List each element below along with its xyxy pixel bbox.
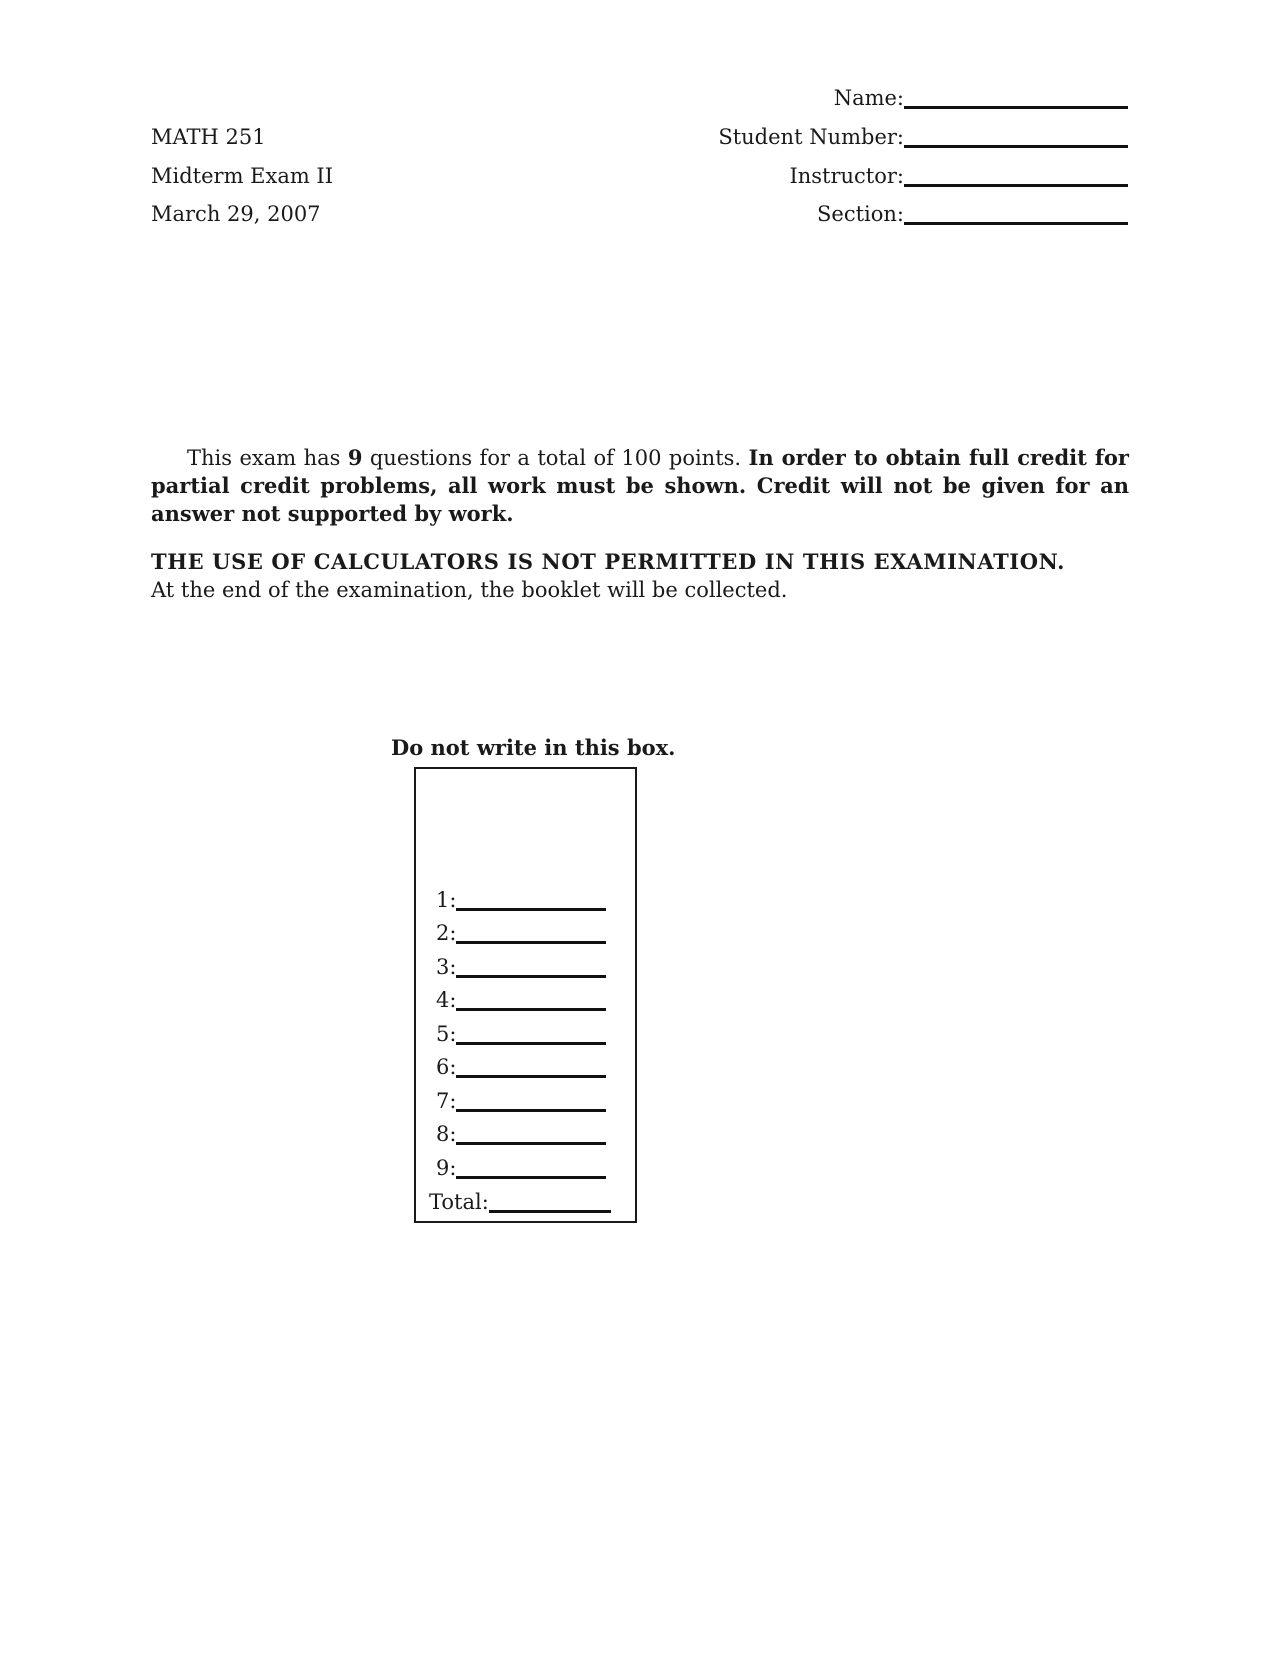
score-blank-5 — [456, 1042, 606, 1045]
score-row-5 — [436, 1021, 606, 1047]
instructions-points: questions for a total of 100 points. — [362, 446, 749, 470]
instructions-intro: This exam has — [187, 446, 348, 470]
score-label-1: 1: — [436, 888, 457, 912]
score-label-4: 4: — [436, 988, 457, 1012]
name-blank[interactable] — [904, 106, 1128, 109]
name-label: Name: — [833, 86, 904, 110]
student-number-blank[interactable] — [904, 145, 1128, 148]
score-row-2 — [436, 920, 606, 946]
section-field[interactable] — [817, 201, 1128, 227]
collection-note: At the end of the examination, the booklet will be collected. — [151, 578, 788, 602]
score-blank-total — [489, 1210, 611, 1213]
score-row-total — [429, 1189, 611, 1215]
score-row-6 — [436, 1054, 606, 1080]
score-label-total: Total: — [429, 1190, 489, 1214]
score-box-caption: Do not write in this box. — [391, 735, 676, 760]
student-number-field[interactable] — [718, 124, 1128, 150]
score-label-8: 8: — [436, 1122, 457, 1146]
name-field[interactable] — [834, 85, 1128, 111]
score-blank-2 — [456, 941, 606, 944]
section-label: Section: — [817, 202, 904, 226]
instructions-work-requirement: In order to obtain full credit for partial credit problems, all work must be shown. Credit will not be given for an answer not supported by work. — [151, 445, 1129, 526]
student-number-label: Student Number: — [718, 125, 904, 149]
score-label-9: 9: — [436, 1156, 457, 1180]
score-row-3 — [436, 954, 606, 980]
score-label-7: 7: — [436, 1089, 457, 1113]
score-label-2: 2: — [436, 921, 457, 945]
exam-title: Midterm Exam II — [151, 164, 334, 188]
section-blank[interactable] — [904, 222, 1128, 225]
score-row-8 — [436, 1121, 606, 1147]
instructor-label: Instructor: — [789, 164, 904, 188]
score-blank-3 — [456, 975, 606, 978]
exam-date: March 29, 2007 — [151, 202, 321, 226]
score-blank-4 — [456, 1008, 606, 1011]
score-box — [414, 767, 637, 1223]
score-row-1 — [436, 887, 606, 913]
question-count: 9 — [347, 445, 363, 470]
score-blank-1 — [456, 908, 606, 911]
score-blank-7 — [456, 1109, 606, 1112]
instructions-paragraph — [151, 444, 1129, 528]
score-blank-8 — [456, 1142, 606, 1145]
score-label-3: 3: — [436, 955, 457, 979]
score-row-7 — [436, 1088, 606, 1114]
score-blank-6 — [456, 1075, 606, 1078]
score-row-4 — [436, 987, 606, 1013]
calculator-notice: THE USE OF CALCULATORS IS NOT PERMITTED IN THIS EXAMINATION. — [151, 549, 1065, 574]
instructor-field[interactable] — [789, 163, 1128, 189]
course-code: MATH 251 — [151, 125, 266, 149]
score-row-9 — [436, 1155, 606, 1181]
score-label-5: 5: — [436, 1022, 457, 1046]
score-label-6: 6: — [436, 1055, 457, 1079]
score-blank-9 — [456, 1176, 606, 1179]
instructor-blank[interactable] — [904, 184, 1128, 187]
